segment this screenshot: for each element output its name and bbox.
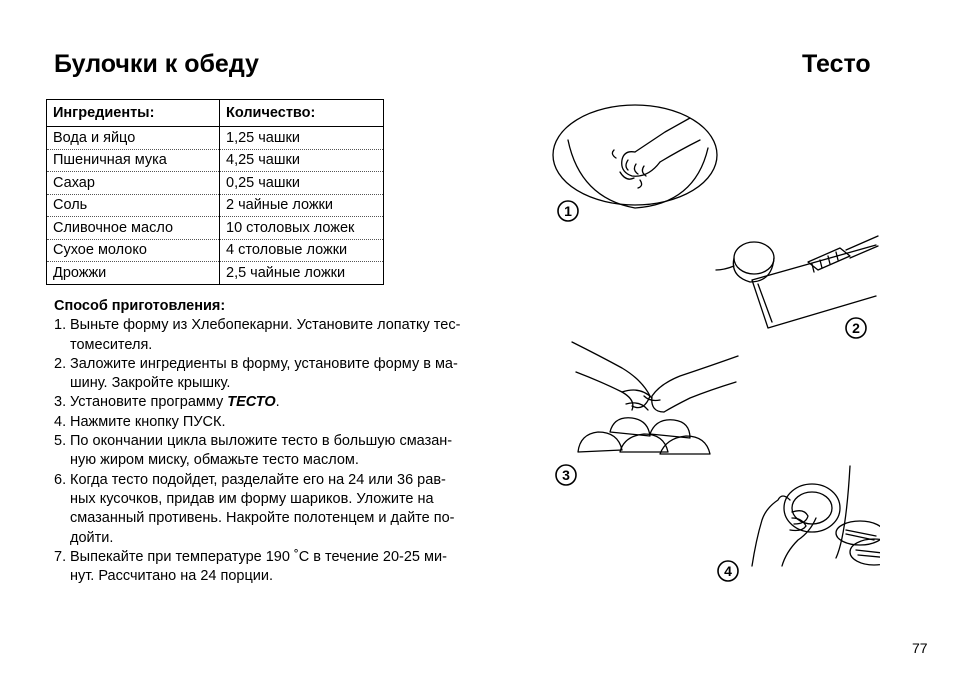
step-marker-3: 3 [562,467,570,483]
bowl-kneading-illustration [553,105,717,208]
method-steps [54,316,524,586]
dough-illustration [540,100,880,590]
ingredient-cell: Соль [47,194,220,217]
method-section [54,297,524,586]
step-number: 6 . [54,471,66,490]
ingredient-cell: Вода и яйцо [47,127,220,150]
table-row [47,239,384,262]
step-text: . [275,394,280,411]
step-line: Заложите ингредиенты в форму, установите форму в ма- [70,355,458,372]
step-line: По окончании цикла выложите тесто в большую смазан- [70,433,453,450]
step-line: Нажмите кнопку ПУСК. [70,413,226,430]
quantity-cell: 0,25 чашки [220,172,384,195]
ingredient-cell: Дрожжи [47,262,220,285]
step-number: 5 . [54,432,66,451]
rolls-in-pan-illustration [752,466,880,566]
quantity-cell: 4 столовые ложки [220,239,384,262]
step-number: 4 . [54,413,66,432]
step-line: Когда тесто подойдет, разделайте его на 24 или 36 рав- [70,471,446,488]
table-row [47,172,384,195]
step-marker-4: 4 [724,563,732,579]
step-number: 7 . [54,548,66,567]
ingredient-cell: Сахар [47,172,220,195]
step-number: 3 . [54,393,66,412]
step-text: Установите программу [70,394,228,411]
ingredients-header: Ингредиенты: [47,100,220,127]
step-number: 2 . [54,355,66,374]
recipe-title: Булочки к обеду [54,50,259,78]
quantity-cell: 10 столовых ложек [220,217,384,240]
method-step [54,393,524,412]
program-name: ТЕСТО [227,394,276,411]
method-step [54,413,524,432]
step-line: шину. Закройте крышку. [70,375,231,392]
method-step [54,471,524,548]
table-row [47,194,384,217]
method-step [54,432,524,471]
table-row [47,127,384,150]
method-step [54,316,524,355]
greased-pan-illustration [716,236,878,328]
quantity-cell: 2,5 чайные ложки [220,262,384,285]
ingredient-cell: Пшеничная мука [47,149,220,172]
table-row [47,149,384,172]
shaping-rolls-illustration [572,342,738,454]
method-step [54,548,524,587]
section-title: Тесто [802,50,871,78]
table-row [47,217,384,240]
step-number: 1 . [54,316,66,335]
step-line: томесителя. [70,336,153,353]
step-line: Выпекайте при температуре 190 ˚C в течение 20-25 ми- [70,548,447,565]
quantity-header: Количество: [220,100,384,127]
quantity-cell: 1,25 чашки [226,129,300,146]
step-marker-1: 1 [564,203,572,219]
step-line: дойти. [70,529,114,546]
page-number: 77 [912,640,928,656]
table-header-row [47,100,384,127]
method-step [54,355,524,394]
quantity-cell: 2 чайные ложки [220,194,384,217]
quantity-cell: 4,25 чашки [220,149,384,172]
step-line [70,393,524,412]
step-line: смазанный противень. Накройте полотенцем и дайте по- [70,510,455,527]
step-line: Выньте форму из Хлебопекарни. Установите лопатку тес- [70,317,461,334]
ingredient-cell: Сливочное масло [47,217,220,240]
method-heading: Способ приготовления: [54,298,226,314]
ingredients-table [46,99,384,285]
ingredient-cell: Сухое молоко [47,239,220,262]
table-row [47,262,384,285]
step-marker-2: 2 [852,320,860,336]
step-line: ных кусочков, придав им форму шариков. Уложите на [70,490,434,507]
step-line: нут. Рассчитано на 24 порции. [70,568,274,585]
step-line: ную жиром миску, обмажьте тесто маслом. [70,452,359,469]
